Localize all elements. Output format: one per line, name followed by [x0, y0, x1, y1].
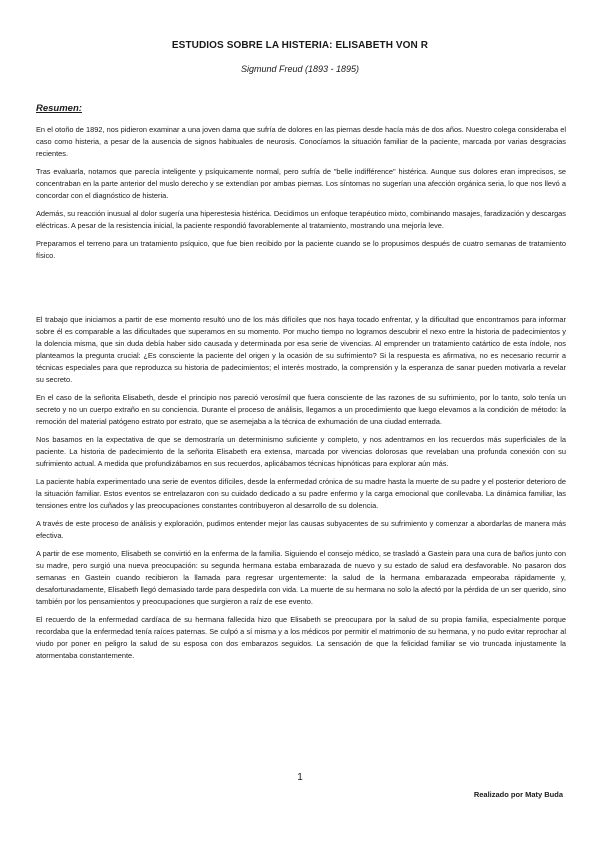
page-number: 1 [297, 772, 303, 783]
author-credit: Realizado por Maty Buda [473, 790, 563, 799]
summary-section [36, 124, 566, 262]
body-paragraph: En el caso de la señorita Elisabeth, desde el principio nos pareció verosímil que fuera consciente de las razones de su sufrimiento, por lo tanto, solo tenía un secreto y no un cuerpo extraño en su conciencia. Durante el proceso de análisis, llegamos a un procedimiento que luego elevamos a la condición de método: la remoción del material patógeno estrato por estrato, que se asemejaba a la técnica de exhumación de una ciudad enterrada. [36, 393, 566, 426]
document-subtitle: Sigmund Freud (1893 - 1895) [240, 64, 360, 74]
summary-paragraph: Tras evaluarla, notamos que parecía inteligente y psíquicamente normal, pero sufría de "belle indifférence" histérica. Aunque sus dolores eran imprecisos, se concentraban en la parte anterior del muslo derecho y se extendían por ambas piernas. Los síntomas no sugerían una afección orgánica seria, lo que nos llevó a concordar con el diagnóstico de histeria. [36, 167, 566, 200]
section-heading: Resumen: [36, 103, 82, 114]
body-paragraph: El trabajo que iniciamos a partir de ese momento resultó uno de los más difíciles que nos haya tocado enfrentar, y la dificultad que encontramos para informar sobre él es comparable a las dificultades que superamos en su momento. Por mucho tiempo no logramos descubrir el nexo entre la historia de padecimientos y la dolencia misma, que sin duda debía haber sido causada y determinada por esa serie de vivencias. Al emprender un tratamiento catártico de esta índole, nos planteamos la pregunta crucial: ¿Es consciente la paciente del origen y la ocasión de su sufrimiento? Si la respuesta es afirmativa, no es necesario recurrir a técnicas especiales para que reproduzca su historia de padecimientos; el interés mostrado, la comprensión y la esperanza de sanar pueden motivarla a revelar su secreto. [36, 315, 566, 384]
summary-paragraph: En el otoño de 1892, nos pidieron examinar a una joven dama que sufría de dolores en las piernas desde hacía más de dos años. Nuestro colega consideraba el caso como histeria, a pesar de la ausencia de signos habituales de neurosis. Conocíamos la situación familiar de la paciente, marcada por varias desgracias recientes. [36, 125, 566, 158]
body-paragraph: La paciente había experimentado una serie de eventos difíciles, desde la enfermedad crónica de su madre hasta la muerte de su padre y el posterior deterioro de la situación familiar. Estos eventos se entrelazaron con su cuidado dedicado a su padre enfermo y la carga emocional que conllevaba. La dinámica familiar, las tensiones entre los cuñados y las preocupaciones constantes contribuyeron al desarrollo de su dolencia. [36, 477, 566, 510]
body-paragraph: A través de este proceso de análisis y exploración, pudimos entender mejor las causas subyacentes de su sufrimiento y comenzar a abordarlas de manera más efectiva. [36, 519, 566, 540]
body-paragraph: A partir de ese momento, Elisabeth se convirtió en la enferma de la familia. Siguiendo el consejo médico, se trasladó a Gastein para una cura de baños junto con su madre, pero surgió una nueva preocupación: su segunda hermana estaba embarazada de nuevo y su estado de salud era desfavorable. No pasaron dos semanas en Gastein cuando recibieron la llamada para regresar urgentemente: la salud de la hermana embarazada empeoraba rápidamente y, desafortunadamente, Elisabeth llegó demasiado tarde para despedirla con vida. La muerte de su hermana no solo la afectó por la pérdida de un ser querido, sino también por los pensamientos y preocupaciones que surgieron a raíz de ese evento. [36, 549, 566, 606]
body-paragraph: Nos basamos en la expectativa de que se demostraría un determinismo suficiente y completo, y nos adentramos en los recuerdos más superficiales de la paciente. La historia de padecimiento de la señorita Elisabeth era extensa, marcada por vivencias dolorosas que revelaban una profunda conexión con su sufrimiento actual. A medida que profundizábamos en sus recuerdos, aplicábamos técnicas hipnóticas para explorar aún más. [36, 435, 566, 468]
document-title: ESTUDIOS SOBRE LA HISTERIA: ELISABETH VON R [171, 40, 429, 51]
summary-paragraph: Preparamos el terreno para un tratamiento psíquico, que fue bien recibido por la paciente cuando se lo propusimos después de cuatro semanas de tratamiento físico. [36, 239, 566, 260]
body-paragraph: El recuerdo de la enfermedad cardíaca de su hermana fallecida hizo que Elisabeth se preocupara por la salud de su propia familia, especialmente porque recordaba que la enfermedad tenía raíces paternas. Se culpó a sí misma y a los médicos por permitir el matrimonio de su hermana, y no pudo evitar reprochar al viudo por poner en peligro la salud de su esposa con dos embarazos seguidos. La sensación de que la felicidad familiar se vio truncada injustamente la atormentaba constantemente. [36, 615, 566, 660]
main-section [36, 314, 566, 662]
summary-paragraph: Además, su reacción inusual al dolor sugería una hiperestesia histérica. Decidimos un enfoque terapéutico mixto, combinando masajes, faradización y descargas eléctricas. A pesar de la resistencia inicial, la paciente respondió favorablemente al tratamiento, mostrando una mejoría leve. [36, 209, 566, 230]
